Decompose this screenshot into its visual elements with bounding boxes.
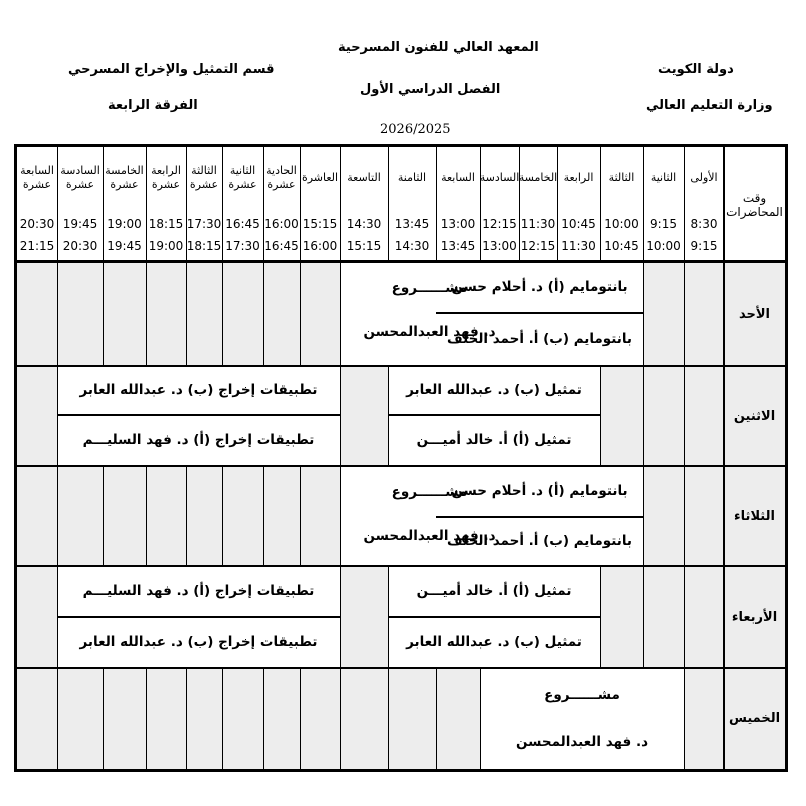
grid-line xyxy=(103,262,104,366)
period-start: 19:00 xyxy=(107,217,142,231)
grid-line xyxy=(263,262,264,366)
period-start: 15:15 xyxy=(302,217,338,231)
course-entry: تطبيقات إخراج (ب) د. عبدالله العابر xyxy=(79,634,318,650)
academic-year: 2026/2025 xyxy=(380,122,451,137)
period-time xyxy=(480,208,519,262)
grid-line xyxy=(57,668,58,769)
day-label: الاثنين xyxy=(733,408,776,424)
period-name: التاسعة xyxy=(347,170,381,184)
grid-line xyxy=(684,262,685,366)
period-name: السابعة xyxy=(441,170,475,184)
country-title: دولة الكويت xyxy=(658,62,734,77)
period-name: الرابعة عشرة xyxy=(151,163,181,191)
period-time xyxy=(146,208,186,262)
period-name: الخامسة xyxy=(518,170,558,184)
period-end: 12:15 xyxy=(520,239,556,253)
grid-line xyxy=(388,668,389,769)
period-start: 20:30 xyxy=(19,217,55,231)
course-entry: تطبيقات إخراج (ب) د. عبدالله العابر xyxy=(79,382,318,398)
course-entry: بانتومايم (ب) أ. أحمد الخلف xyxy=(447,533,632,549)
period-end: 16:00 xyxy=(302,239,338,253)
grid-line xyxy=(186,668,187,769)
period-end: 21:15 xyxy=(19,239,55,253)
grid-line xyxy=(57,262,58,366)
course-entry: تمثيل (أ) أ. خالد أميـــن xyxy=(416,583,572,599)
period-end: 19:00 xyxy=(148,239,184,253)
period-time xyxy=(519,208,557,262)
period-end: 13:00 xyxy=(482,239,517,253)
course-entry: تطبيقات إخراج (أ) د. فهد السليـــم xyxy=(82,583,315,599)
grid-line xyxy=(600,366,601,466)
period-name: السادسة xyxy=(479,170,520,184)
period-start: 16:45 xyxy=(225,217,260,231)
period-start: 19:45 xyxy=(62,217,98,231)
period-name: الخامسة عشرة xyxy=(105,163,144,191)
period-start: 9:15 xyxy=(650,217,677,231)
period-end: 10:00 xyxy=(646,239,681,253)
grid-line xyxy=(263,466,264,566)
semester-title: الفصل الدراسي الأول xyxy=(360,82,501,97)
grid-line xyxy=(684,566,685,668)
day-label: الأحد xyxy=(739,306,771,322)
day-label: الخميس xyxy=(728,711,781,726)
grid-line xyxy=(146,466,147,566)
period-start: 18:15 xyxy=(148,217,184,231)
course-entry: بانتومايم (أ) د. أحلام حسن xyxy=(451,279,628,295)
course-entry: تطبيقات إخراج (أ) د. فهد السليـــم xyxy=(82,432,315,448)
period-time xyxy=(57,208,103,262)
period-time xyxy=(340,208,388,262)
grid-line xyxy=(684,366,685,466)
grid-line xyxy=(57,466,58,566)
period-end: 14:30 xyxy=(394,239,430,253)
grid-line xyxy=(643,262,644,366)
course-entry: مشــــــروع xyxy=(544,687,620,703)
period-start: 14:30 xyxy=(346,217,382,231)
period-time xyxy=(17,208,57,262)
period-name: الأولى xyxy=(690,170,718,184)
period-name: العاشرة xyxy=(301,170,339,184)
grid-line xyxy=(186,466,187,566)
day-label: الثلاثاء xyxy=(734,508,775,524)
period-name: الثامنة xyxy=(397,170,427,184)
grid-line xyxy=(643,566,644,668)
period-name: الثانية عشرة xyxy=(228,163,257,191)
period-time xyxy=(684,208,724,262)
day-label: الأربعاء xyxy=(731,609,778,625)
course-entry: بانتومايم (ب) أ. أحمد الخلف xyxy=(447,331,632,347)
grid-line xyxy=(300,668,301,769)
grid-line xyxy=(146,668,147,769)
grid-line xyxy=(436,668,437,769)
grid-line xyxy=(684,668,685,769)
period-time xyxy=(263,208,300,262)
period-start: 11:30 xyxy=(520,217,556,231)
course-entry: بانتومايم (أ) د. أحلام حسن xyxy=(451,483,628,499)
period-name: الثالثة عشرة xyxy=(189,163,219,191)
course-entry: تمثيل (ب) د. عبدالله العابر xyxy=(406,382,582,398)
grid-line xyxy=(643,466,644,566)
course-entry: مشــــــروع xyxy=(391,280,468,296)
grid-line xyxy=(300,466,301,566)
corner-label: وقت المحاضرات xyxy=(726,190,783,219)
course-entry: د. فهد العبدالمحسن xyxy=(363,528,496,544)
ministry-title: وزارة التعليم العالي xyxy=(646,98,773,113)
period-start: 12:15 xyxy=(482,217,517,231)
grid-line xyxy=(222,668,223,769)
grid-line xyxy=(222,466,223,566)
grid-line xyxy=(684,466,685,566)
institute-title: المعهد العالي للفنون المسرحية xyxy=(338,40,539,55)
period-end: 19:45 xyxy=(107,239,142,253)
period-time xyxy=(557,208,600,262)
course-entry: تمثيل (أ) أ. خالد أميـــن xyxy=(416,432,572,448)
period-start: 17:30 xyxy=(186,217,222,231)
period-name: السابعة عشرة xyxy=(20,163,54,191)
grid-line xyxy=(340,566,341,668)
course-entry: د. فهد العبدالمحسن xyxy=(516,734,648,750)
period-name: الحادية عشرة xyxy=(266,163,297,191)
period-name: الثالثة xyxy=(608,170,635,184)
period-start: 13:45 xyxy=(394,217,430,231)
grid-line xyxy=(222,262,223,366)
period-start: 10:00 xyxy=(604,217,639,231)
grid-line xyxy=(600,566,601,668)
grid-line xyxy=(103,466,104,566)
grid-line xyxy=(146,262,147,366)
grid-line xyxy=(340,366,341,466)
period-name: الرابعة xyxy=(563,170,594,184)
grid-line xyxy=(643,366,644,466)
period-start: 8:30 xyxy=(690,217,718,231)
period-start: 13:00 xyxy=(440,217,476,231)
department-title: قسم التمثيل والإخراج المسرحي xyxy=(68,62,275,77)
grid-line xyxy=(103,668,104,769)
period-time xyxy=(103,208,146,262)
course-entry: تمثيل (ب) د. عبدالله العابر xyxy=(406,634,582,650)
period-start: 16:00 xyxy=(264,217,299,231)
period-end: 16:45 xyxy=(264,239,299,253)
period-end: 20:30 xyxy=(62,239,98,253)
period-time xyxy=(436,208,480,262)
period-end: 13:45 xyxy=(440,239,476,253)
grid-line xyxy=(186,262,187,366)
period-time xyxy=(643,208,684,262)
period-end: 18:15 xyxy=(186,239,222,253)
grade-title: الفرقة الرابعة xyxy=(108,98,198,113)
grid-line xyxy=(263,668,264,769)
period-name: السادسة عشرة xyxy=(60,163,100,191)
course-entry: د. فهد العبدالمحسن xyxy=(363,324,496,340)
period-time xyxy=(388,208,436,262)
grid-line xyxy=(340,668,341,769)
period-name: الثانية xyxy=(650,170,677,184)
course-entry: مشــــــروع xyxy=(391,484,468,500)
period-end: 11:30 xyxy=(561,239,596,253)
period-start: 10:45 xyxy=(561,217,596,231)
period-time xyxy=(186,208,222,262)
period-end: 9:15 xyxy=(690,239,718,253)
grid-line xyxy=(300,262,301,366)
period-time xyxy=(222,208,263,262)
period-time xyxy=(600,208,643,262)
period-end: 15:15 xyxy=(346,239,382,253)
period-time xyxy=(300,208,340,262)
period-end: 10:45 xyxy=(604,239,639,253)
period-end: 17:30 xyxy=(225,239,260,253)
